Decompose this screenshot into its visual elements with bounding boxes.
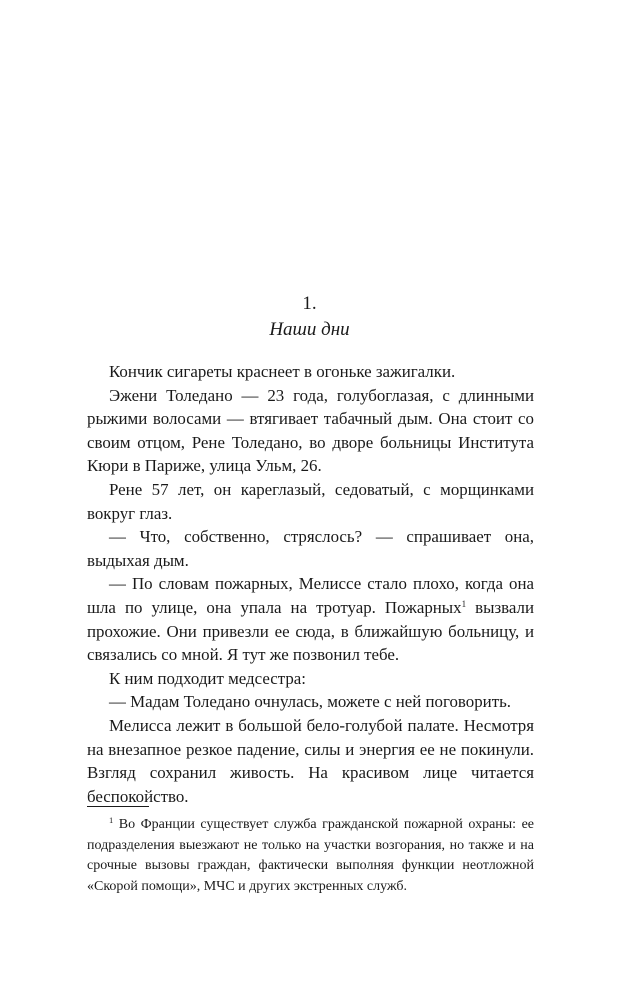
paragraph-text: вызвали прохожие. Они привезли ее сюда, в ближайшую больницу, и связались со мной. Я тут же позвонил тебе.: [87, 597, 534, 665]
paragraph: — Что, собственно, стряслось? — спрашивает она, выдыхая дым.: [87, 527, 534, 570]
footnote-text-block: [87, 815, 534, 897]
paragraph: — Мадам Толедано очнулась, можете с ней поговорить.: [109, 692, 512, 712]
paragraph: К ним подходит медсестра:: [109, 668, 306, 688]
paragraph: Мелисса лежит в большой бело-голубой палате. Несмотря на внезапное резкое падение, силы и энергия ее не покинули. Взгляд сохранил живость. На красивом лице читается беспокойство.: [87, 715, 534, 806]
paragraph: Кончик сигареты краснеет в огоньке зажигалки.: [109, 362, 456, 381]
footnote-reference[interactable]: 1: [461, 598, 467, 609]
paragraph-text: — По словам пожарных, Мелиссе стало плохо, когда она шла по улице, она упала на тротуар. Пожарных: [87, 574, 534, 617]
footnote-divider: [87, 806, 149, 807]
paragraph: Рене 57 лет, он кареглазый, седоватый, с морщинками вокруг глаз.: [87, 479, 534, 523]
footnote-marker: 1: [109, 815, 114, 825]
chapter-number: 1.: [302, 293, 317, 314]
footnote-text: Во Франции существует служба гражданской пожарной охраны: ее подразделения выезжают не только на участки возгорания, но также и на срочные вызовы граждан, фактически выполняя функции неотложной «Скорой помощи», МЧС и других экстренных служб.: [87, 817, 534, 894]
paragraph: [87, 572, 534, 666]
paragraph: Эжени Толедано — 23 года, голубоглазая, с длинными рыжими волосами — втягивает табачный дым. Она стоит со своим отцом, Рене Толедано, во дворе больницы Института Кюри в Париже, улица Ульм, 26.: [87, 385, 534, 476]
footnote: [87, 815, 534, 897]
body-text: [87, 360, 534, 808]
chapter-title: Наши дни: [269, 319, 350, 340]
